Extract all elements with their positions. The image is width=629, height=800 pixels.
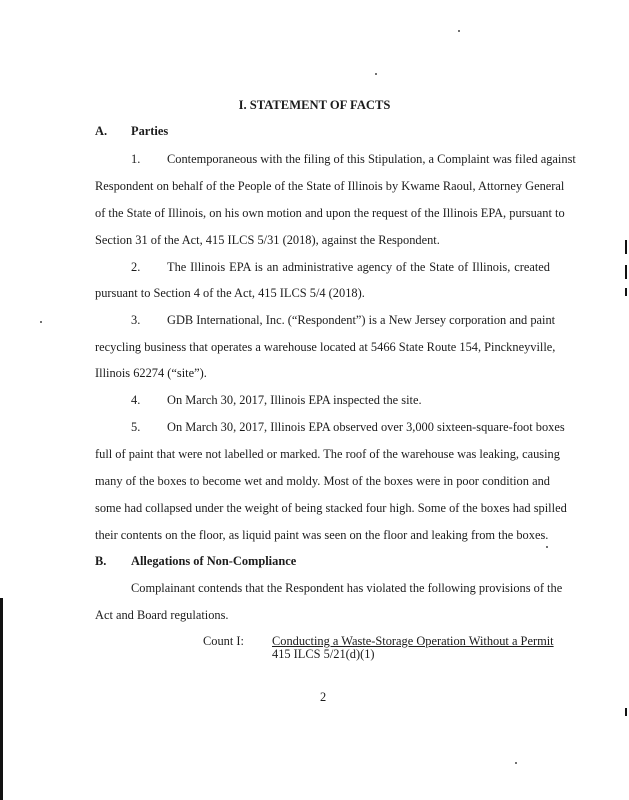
count-citation: 415 ILCS 5/21(d)(1) [272,647,375,661]
paragraph-5-number: 5. [131,420,141,434]
paragraph-3-line-1: GDB International, Inc. (“Respondent”) is a New Jersey corporation and paint [167,313,556,327]
paragraph-3-line-2: recycling business that operates a warehouse located at 5466 State Route 154, Pinckneyville, [95,340,556,354]
scan-speck [375,73,377,75]
scan-tick-mark [625,240,627,254]
section-a-title: Parties [131,124,169,138]
section-b-intro-line-2: Act and Board regulations. [95,608,229,622]
paragraph-3-line-3: Illinois 62274 (“site”). [95,366,207,380]
scan-tick-mark [625,265,627,279]
paragraph-1-line-4: Section 31 of the Act, 415 ILCS 5/31 (2018), against the Respondent. [95,233,440,247]
count-title: Conducting a Waste-Storage Operation Without a Permit [272,634,554,648]
section-a-letter: A. [95,124,108,138]
paragraph-5-line-4: some had collapsed under the weight of being stacked four high. Some of the boxes had spilled [95,501,567,515]
scan-edge-mark [0,598,3,800]
paragraph-1-number: 1. [131,152,141,166]
paragraph-1-line-3: of the State of Illinois, on his own motion and upon the request of the Illinois EPA, pursuant to [95,206,565,220]
scan-speck [458,30,460,32]
paragraph-1-line-2: Respondent on behalf of the People of the State of Illinois by Kwame Raoul, Attorney General [95,179,565,193]
statement-of-facts-heading: I. STATEMENT OF FACTS [238,98,391,112]
paragraph-2-number: 2. [131,260,141,274]
scan-speck [515,762,517,764]
scan-speck [546,546,548,548]
count-label: Count I: [203,634,244,648]
paragraph-2-line-2: pursuant to Section 4 of the Act, 415 ILCS 5/4 (2018). [95,286,365,300]
scan-tick-mark [625,708,627,716]
scan-tick-mark [625,288,627,296]
paragraph-5-line-1: On March 30, 2017, Illinois EPA observed over 3,000 sixteen-square-foot boxes [167,420,565,434]
paragraph-5-line-2: full of paint that were not labelled or marked. The roof of the warehouse was leaking, causing [95,447,560,461]
section-b-intro-line-1: Complainant contends that the Respondent has violated the following provisions of the [131,581,563,595]
paragraph-5-line-5: their contents on the floor, as liquid paint was seen on the floor and leaking from the boxes. [95,528,549,542]
paragraph-4-line-1: On March 30, 2017, Illinois EPA inspected the site. [167,393,422,407]
section-b-letter: B. [95,554,107,568]
paragraph-1-line-1: Contemporaneous with the filing of this Stipulation, a Complaint was filed against [167,152,576,166]
paragraph-2-line-1: The Illinois EPA is an administrative agency of the State of Illinois, created [167,260,550,274]
page-number: 2 [320,690,327,704]
paragraph-4-number: 4. [131,393,141,407]
paragraph-5-line-3: many of the boxes to become wet and moldy. Most of the boxes were in poor condition and [95,474,550,488]
section-b-title: Allegations of Non-Compliance [131,554,297,568]
scan-speck [40,321,42,323]
paragraph-3-number: 3. [131,313,141,327]
